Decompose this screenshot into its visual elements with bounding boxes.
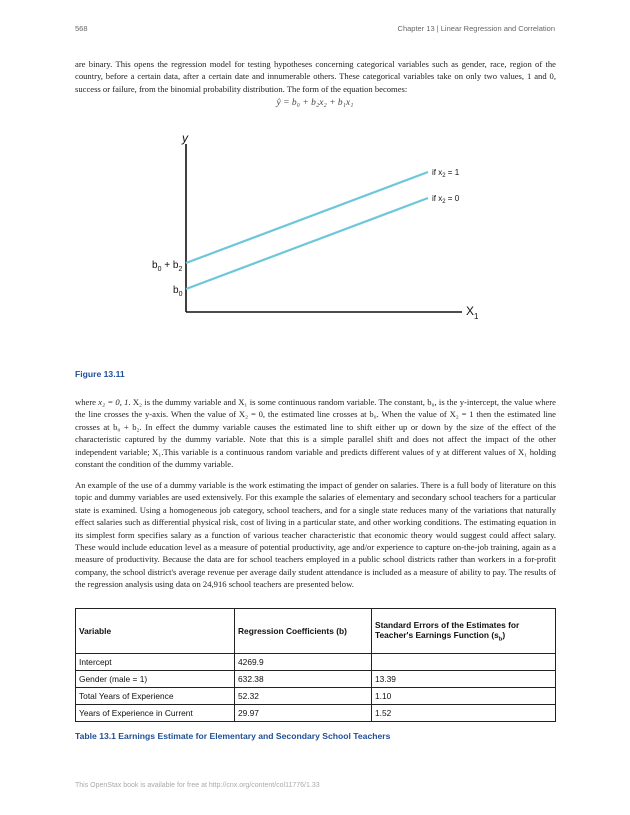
lower-regression-line bbox=[186, 198, 428, 289]
dummy-math: x₂ = 0, 1 bbox=[98, 397, 129, 407]
lower-intercept-label: $b_0$ bbox=[173, 285, 183, 298]
header-variable: Variable bbox=[76, 609, 235, 654]
lower-line-label: if $x_2 = 0$ bbox=[432, 194, 460, 205]
cell-coef: 29.97 bbox=[235, 705, 372, 722]
table-row bbox=[76, 654, 556, 671]
cell-coef: 4269.9 bbox=[235, 654, 372, 671]
where-text-2: . X₂ is the dummy variable and X₁ is some continuous random variable. The constant, b₀, is the y-intercept, the value where the line crosses the y-axis. When the value of X₂ = 0, the estimated line crosses at b₀. When the value of X₂ = 1 then the estimated line crosses at b₀ + b₂. In effect the dummy variable causes the estimated line to shift either up or down by the size of the effect of the characteristic captured by the dummy variable. Note that this is a simple parallel shift and does not affect the impact of the other independent variable; X₁.This variable is a continuous random variable and predicts different values of y at different values of X₁ holding constant the condition of the dummy variable. bbox=[75, 397, 556, 470]
cell-se: 1.10 bbox=[372, 688, 556, 705]
where-text-1: where bbox=[75, 397, 99, 407]
dummy-variable-figure bbox=[140, 126, 490, 326]
upper-intercept-label: $b_0 + b_2$ bbox=[152, 260, 183, 273]
earnings-table bbox=[75, 608, 556, 722]
table-row bbox=[76, 688, 556, 705]
table-row bbox=[76, 705, 556, 722]
cell-se: 1.52 bbox=[372, 705, 556, 722]
x-axis-label: $X_1$ bbox=[466, 304, 479, 321]
table-caption: Table 13.1 Earnings Estimate for Elementary and Secondary School Teachers bbox=[75, 731, 391, 741]
page-number: 568 bbox=[75, 24, 88, 33]
where-paragraph bbox=[75, 396, 556, 470]
chapter-title: Chapter 13 | Linear Regression and Correlation bbox=[397, 24, 555, 33]
cell-variable: Years of Experience in Current bbox=[76, 705, 235, 722]
cell-coef: 632.38 bbox=[235, 671, 372, 688]
cell-se bbox=[372, 654, 556, 671]
figure-caption: Figure 13.11 bbox=[75, 369, 125, 379]
cell-variable: Intercept bbox=[76, 654, 235, 671]
table-row bbox=[76, 671, 556, 688]
upper-regression-line bbox=[186, 172, 428, 263]
example-paragraph: An example of the use of a dummy variable is the work estimating the impact of gender on salaries. There is a full body of literature on this topic and dummy variables are used extensively. For this example the salaries of elementary and secondary school teachers for a particular state is examined. Using a homogeneous job category, school teachers, and for a single state reduces many of the variations that naturally effect salaries such as differential physical risk, cost of living in a particular state, and other working conditions. The estimating equation in its simplest form specifies salary as a function of various teacher characteristic that economic theory would suggest could affect salary. These would include education level as a measure of potential productivity, age and/or experience to capture on-the-job training, again as a measure of productivity. Because the data are for school teachers employed in a public school districts rather than workers in a for-profit company, the school district's average revenue per average daily student attendance is included as a measure of ability to pay. The results of the regression analysis using data on 24,916 school teachers are presented below. bbox=[75, 480, 556, 590]
cell-coef: 52.32 bbox=[235, 688, 372, 705]
cell-variable: Total Years of Experience bbox=[76, 688, 235, 705]
upper-line-label: if $x_2 = 1$ bbox=[432, 168, 460, 179]
cell-variable: Gender (male = 1) bbox=[76, 671, 235, 688]
header-standard-errors: Standard Errors of the Estimates for Teacher's Earnings Function $(s_b)$ bbox=[372, 609, 556, 654]
table-header-row bbox=[76, 609, 556, 654]
regression-equation: ŷ = b₀ + b₂x₂ + b₁x₁ bbox=[276, 98, 354, 108]
y-axis-label: y bbox=[182, 131, 188, 145]
cell-se: 13.39 bbox=[372, 671, 556, 688]
footer-link[interactable]: This OpenStax book is available for free at http://cnx.org/content/col11776/1.33 bbox=[75, 782, 320, 789]
header-coefficients: Regression Coefficients (b) bbox=[235, 609, 372, 654]
intro-paragraph: are binary. This opens the regression model for testing hypotheses concerning categorical variables such as gender, race, region of the country, before a certain data, after a certain date and innumerable others. These categorical variables take on only two values, 1 and 0, success or failure, from the binomial probability distribution. The form of the equation becomes: bbox=[75, 59, 556, 94]
